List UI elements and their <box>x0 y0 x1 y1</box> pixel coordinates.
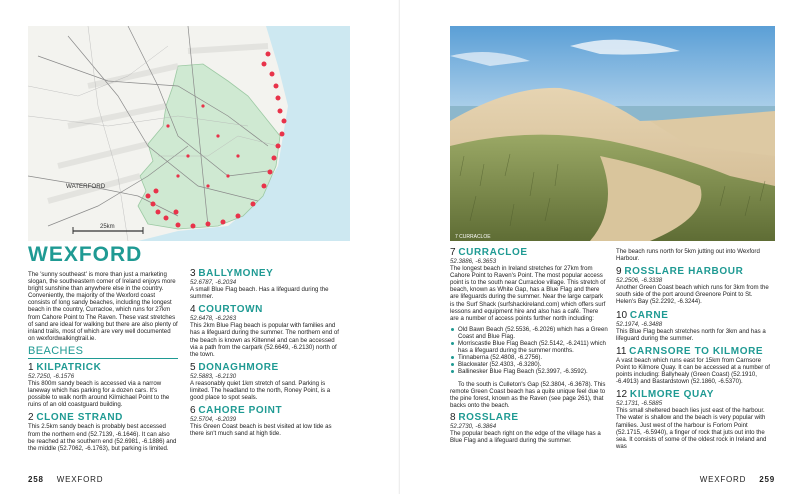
beach-number: 9 <box>616 266 622 278</box>
beach-entry <box>190 362 340 401</box>
left-column <box>28 271 178 456</box>
dunes-photo <box>450 26 775 241</box>
beach-name: CAHORE POINT <box>198 405 283 417</box>
beach-number: 7 <box>450 247 456 258</box>
beach-coords: 52.5704, -6.2039 <box>190 416 237 424</box>
beach-number: 4 <box>190 304 196 316</box>
beach-entry <box>616 310 774 342</box>
beach-coords: 52.1731, -6.5885 <box>616 400 663 408</box>
beach-heading <box>450 247 608 258</box>
access-points-list <box>450 326 608 376</box>
beach-coords: 52.3886, -6.3653 <box>450 258 497 265</box>
beach-heading <box>616 389 774 400</box>
wexford-map <box>28 26 350 241</box>
running-head: WEXFORD <box>56 475 104 484</box>
culletons-gap-paragraph: To the south is Culleton's Gap (52.3804, -6.3678). This remote Green Coast beach has a quite unique feel due to the pine forest, known as the Raven (see page 261), that backs onto the beach. <box>450 380 606 409</box>
beach-description: Another Green Coast beach which runs for 3km from the south side of the port around Greenore Point to St. Helen's Bay (52.2292, -6.3244). <box>616 284 769 306</box>
beach-coords: 52.2506, -6.3338 <box>616 277 663 285</box>
beach-description: A small Blue Flag beach. Has a lifeguard during the summer. <box>190 286 329 301</box>
beach-coords: 52.2730, -6.3864 <box>450 422 497 430</box>
beach-description: A vast beach which runs east for 15km from Carnsore Point to Kilmore Quay. It can be accessed at a number of points including: Ballyhealy (Green Coast) (52.1910, -6.4913) and Bastardstown (52.1860, -6.5370). <box>616 356 771 386</box>
beach-entry <box>450 412 608 444</box>
right-page-column-2 <box>616 248 774 454</box>
beach-entry <box>190 268 340 300</box>
beach-name: CARNSORE TO KILMORE <box>629 345 764 357</box>
page-title: WEXFORD <box>28 243 143 266</box>
right-page <box>400 0 800 494</box>
beach-heading <box>450 412 608 423</box>
beach-heading <box>28 412 178 423</box>
beach-name: COURTOWN <box>198 304 263 316</box>
beach-heading <box>616 266 774 277</box>
list-item: Old Bawn Beach (52.5536, -6.2026) which has a Green Coast and Blue Flag. <box>450 326 608 340</box>
beach-number: 12 <box>616 389 628 401</box>
beach-description: This Green Coast beach is best visited at low tide as there isn't much sand at high tide. <box>190 423 332 438</box>
beach-name: CURRACLOE <box>458 247 528 258</box>
beaches-heading: BEACHES <box>28 345 178 359</box>
map-scale-label: 25km <box>100 224 115 230</box>
beach-name: ROSSLARE <box>458 411 519 423</box>
beach-entry <box>190 304 340 358</box>
list-item: Morriscastle Blue Flag Beach (52.5142, -6.2411) which has a lifeguard during the summer months. <box>450 340 608 354</box>
right-page-column-1 <box>450 246 608 448</box>
beach-heading <box>190 268 340 279</box>
right-column <box>190 267 340 442</box>
beach-entry <box>28 412 178 451</box>
beach-description: This Blue Flag beach stretches north for 3km and has a lifeguard during the summer. <box>616 327 766 342</box>
beach-name: KILPATRICK <box>36 361 102 373</box>
beach-coords: 52.6478, -6.2263 <box>190 315 237 323</box>
beach-heading <box>190 304 340 315</box>
beach-description: The longest beach in Ireland stretches for 27km from Cahore Point to Raven's Point. The most popular access point is to the south near Curracloe village. This stretch of beach, known as White Gap, has a Blue Flag and there are lifeguards during the summer. Near the large carpark is the Surf Shack (surfshackireland.com) which offers surf lessons and equipment hire and also has a café. There are a number of access points further north including: <box>450 265 606 322</box>
intro-paragraph: The 'sunny southeast' is more than just a marketing slogan, the southeastern corner of Ireland enjoys more bright sunshine than anywhere else in the country. Conveniently, the majority of the Wexford coast consists of long sandy beaches, including the longest beach in the country, Curracloe, which runs for 27km from Cahore Point to The Raven. These vast stretches of sand are ideal for walking but there are also plenty of inland trails, most of which are very well documented on wexfordwalkingtrail.ie. <box>28 271 178 342</box>
page-number: 259 <box>759 475 775 484</box>
beach-entry-continued <box>616 248 774 262</box>
beach-description: This 2km Blue Flag beach is popular with families and has a lifeguard during the summer. The northern end of the beach is known as Kiltennel and can be accessed via a path from the carpark (52.6649, -6.2130) north of the town. <box>190 322 339 358</box>
beach-number: 10 <box>616 309 628 321</box>
beach-description: This 800m sandy beach is accessed via a narrow laneway which has parking for a dozen cars. It's possible to walk north around Kilmichael Point to the ruins of an old coastguard building. <box>28 380 170 409</box>
beach-number: 3 <box>190 268 196 279</box>
beach-entry <box>616 389 774 450</box>
beach-description: A reasonably quiet 1km stretch of sand. Parking is limited. The headland to the north, Roney Point, is a good place to spot seals. <box>190 379 331 402</box>
beach-entry <box>616 346 774 385</box>
beach-entry <box>190 405 340 437</box>
beach-number: 6 <box>190 405 196 417</box>
list-item: Blackwater (52.4303, -6.3280). <box>450 361 608 368</box>
beach-name: BALLYMONEY <box>198 268 274 279</box>
beach-coords: 52.5883, -6.2130 <box>190 372 237 380</box>
page-number: 258 <box>28 475 44 484</box>
beach-heading <box>190 405 340 416</box>
left-footer <box>28 475 103 484</box>
beach-number: 8 <box>450 411 456 423</box>
beach-coords: 52.7250, -6.1576 <box>28 372 75 380</box>
beach-entry <box>616 266 774 305</box>
beach-entry <box>28 362 178 408</box>
beach-name: CLONE STRAND <box>36 412 123 424</box>
photo-credit: 7 CURRACLOE <box>455 234 491 240</box>
beach-number: 5 <box>190 361 196 373</box>
beach-heading <box>190 362 340 373</box>
beach-description: The popular beach right on the edge of the village has a Blue Flag and a lifeguard during the summer. <box>450 429 601 445</box>
beach-name: CARNE <box>629 309 669 321</box>
map-label-waterford: WATERFORD <box>66 183 106 190</box>
beach-heading <box>28 362 178 373</box>
running-head: WEXFORD <box>699 475 747 484</box>
beach-number: 2 <box>28 412 34 424</box>
right-footer <box>700 475 775 484</box>
beach-description: This 2.5km sandy beach is probably best accessed from the northern end (52.7139, -6.1646). It can also be reached at the southern end (52.6981, -6.1886) and the middle (52.7062, -6.1763), but parking is limited. <box>28 423 177 452</box>
beach-heading <box>616 310 774 321</box>
beach-coords: 52.6787, -6.2034 <box>190 279 237 286</box>
beach-description: This small sheltered beach lies just east of the harbour. The water is shallow and the beach is very popular with families. Just west of the harbour is Forlorn Point (52.1715, -6.5940), a finger of rock that juts out into the sea. It consists of some of the oldest rock in Ireland and was <box>616 407 767 450</box>
beach-name: KILMORE QUAY <box>629 389 714 401</box>
list-item: Ballinesker Blue Flag Beach (52.3997, -6.3592). <box>450 368 608 375</box>
map-graphic <box>28 26 350 241</box>
photo-graphic <box>450 26 775 241</box>
beach-coords: 52.1974, -6.3488 <box>616 320 663 328</box>
beach-name: DONAGHMORE <box>198 361 279 373</box>
beach-description: The beach runs north for 5km jutting out into Wexford Harbour. <box>616 248 760 263</box>
list-item: Tinnaberna (52.4808, -6.2756). <box>450 354 608 361</box>
beach-number: 11 <box>616 345 627 357</box>
beach-heading <box>616 346 774 357</box>
beach-name: ROSSLARE HARBOUR <box>624 266 744 278</box>
beach-number: 1 <box>28 361 34 373</box>
